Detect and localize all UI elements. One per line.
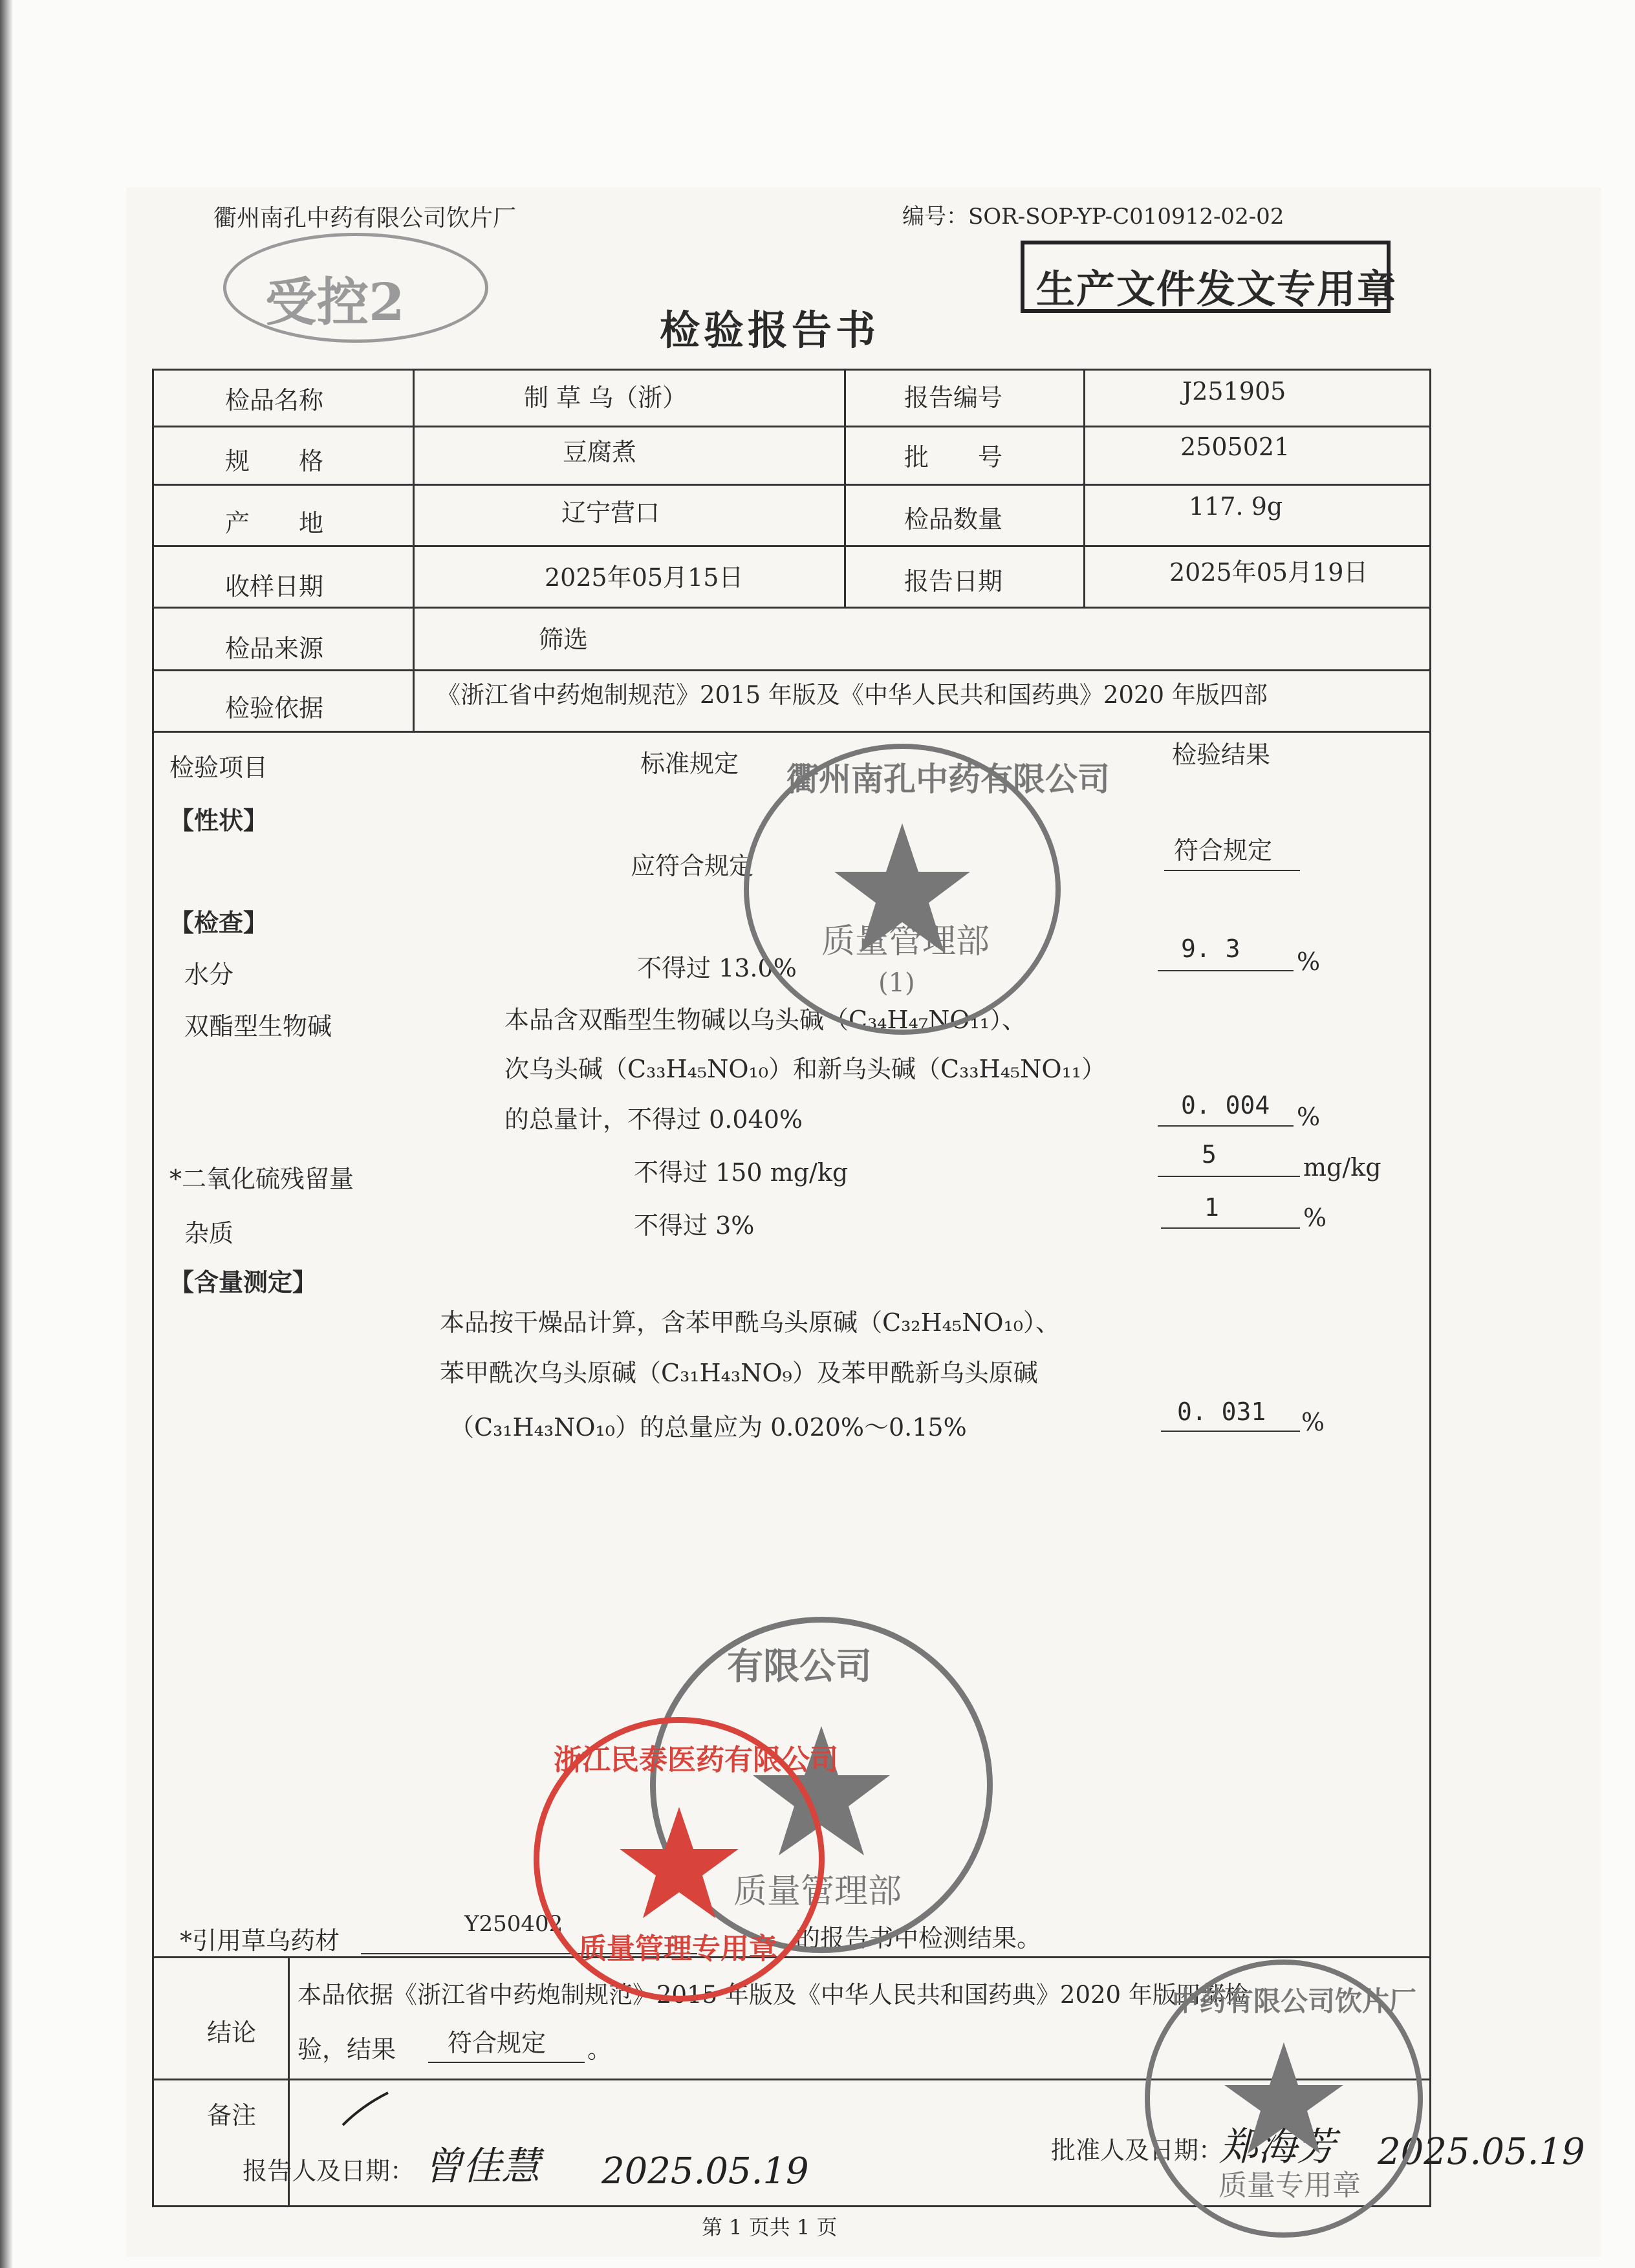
water-standard: 不得过 13.0% <box>637 954 797 982</box>
seal-sub-text: 质量专用章 <box>1218 2169 1361 2202</box>
received-label: 收样日期 <box>225 572 324 601</box>
controlled-copy-stamp <box>223 233 488 343</box>
impurity-standard: 不得过 3% <box>634 1211 755 1240</box>
remark-label: 备注 <box>207 2101 257 2130</box>
report-no: J251905 <box>1182 377 1286 405</box>
row-divider <box>152 545 1431 547</box>
result-underline <box>1164 870 1300 871</box>
row-divider <box>152 669 1431 671</box>
col-item-header: 检验项目 <box>169 753 268 782</box>
col-result-header: 检验结果 <box>1172 740 1271 769</box>
conclusion-underline <box>428 2062 585 2063</box>
water-unit: % <box>1297 947 1321 976</box>
seal-text: 衢州南孔中药有限公司 <box>786 760 1110 798</box>
water-result: 9. 3 <box>1181 934 1240 963</box>
reference-label: *引用草乌药材 <box>180 1927 340 1955</box>
report-date: 2025年05月19日 <box>1169 558 1369 587</box>
batch: 2505021 <box>1180 433 1290 461</box>
conclusion-label: 结论 <box>207 2018 257 2047</box>
alkaloid-result: 0. 004 <box>1181 1091 1270 1119</box>
column-divider <box>413 369 415 731</box>
conclusion-line-1: 本品依据《浙江省中药炮制规范》2015 年版及《中华人民共和国药典》2020 年版四部检 <box>298 1981 1248 2009</box>
quantity-label: 检品数量 <box>904 505 1003 534</box>
column-divider <box>844 369 846 607</box>
section-check: 【检查】 <box>169 909 268 937</box>
received-date: 2025年05月15日 <box>545 563 744 592</box>
seal-sub-text: 质量管理部 <box>821 922 990 961</box>
seal-star-icon <box>1224 2042 1343 2154</box>
file-stamp-text: 生产文件发文专用章 <box>1036 267 1397 312</box>
sample-name-label: 检品名称 <box>225 386 324 415</box>
section-traits: 【性状】 <box>169 806 268 835</box>
reference-tail: 的报告书中检测结果。 <box>796 1924 1042 1952</box>
alkaloid-unit: % <box>1297 1103 1321 1131</box>
scan-edge <box>0 0 13 2268</box>
water-label: 水分 <box>184 960 234 989</box>
seal-text: 中药有限公司饮片厂 <box>1172 1985 1417 2017</box>
seal-star-icon <box>620 1807 739 1918</box>
assay-standard-3: （C₃₁H₄₃NO₁₀）的总量应为 0.020%～0.15% <box>449 1413 967 1442</box>
basis-label: 检验依据 <box>225 694 324 722</box>
report-date-label: 报告日期 <box>904 567 1003 596</box>
col-standard-header: 标准规定 <box>640 750 739 778</box>
assay-unit: % <box>1301 1408 1325 1436</box>
result-underline <box>1158 1125 1294 1127</box>
table-left-border <box>152 369 154 2207</box>
reporter-date: 2025.05.19 <box>601 2150 809 2192</box>
alkaloid-standard-1: 本品含双酯型生物碱以乌头碱（C₃₄H₄₇NO₁₁）、 <box>504 1006 1027 1034</box>
file-issue-stamp <box>1021 241 1397 313</box>
conclusion-result: 符合规定 <box>448 2029 547 2057</box>
table-right-border <box>1429 369 1431 2207</box>
row-divider <box>152 426 1431 427</box>
basis: 《浙江省中药炮制规范》2015 年版及《中华人民共和国药典》2020 年版四部 <box>437 681 1268 709</box>
impurity-result: 1 <box>1204 1193 1219 1222</box>
quantity: 117. 9g <box>1189 492 1283 521</box>
so2-label: *二氧化硫残留量 <box>169 1165 354 1193</box>
result-underline <box>1161 1431 1300 1432</box>
origin-label: 产 地 <box>225 509 324 537</box>
seal-text: 有限公司 <box>727 1645 872 1688</box>
batch-label: 批 号 <box>904 443 1003 471</box>
alkaloid-standard-2: 次乌头碱（C₃₃H₄₅NO₁₀）和新乌头碱（C₃₃H₄₅NO₁₁） <box>504 1055 1107 1083</box>
row-divider <box>152 731 1431 733</box>
traits-standard: 应符合规定 <box>631 852 754 880</box>
seal-number: (1) <box>878 968 915 998</box>
assay-result: 0. 031 <box>1177 1398 1266 1426</box>
company-name: 衢州南孔中药有限公司饮片厂 <box>213 205 517 232</box>
row-divider <box>152 607 1431 609</box>
reference-batch: Y250402 <box>464 1911 563 1937</box>
sample-name: 制 草 乌（浙） <box>524 383 688 412</box>
alkaloid-label: 双酯型生物碱 <box>184 1012 332 1041</box>
source-label: 检品来源 <box>225 634 324 663</box>
result-underline <box>1158 970 1294 971</box>
approver-label: 批准人及日期： <box>1051 2136 1224 2165</box>
assay-standard-1: 本品按干燥品计算，含苯甲酰乌头原碱（C₃₂H₄₅NO₁₀）、 <box>440 1308 1061 1337</box>
source: 筛选 <box>539 625 589 654</box>
result-underline <box>1161 1227 1300 1229</box>
page-number: 第 1 页共 1 页 <box>702 2215 838 2240</box>
report-no-label: 报告编号 <box>904 383 1003 412</box>
row-divider <box>152 484 1431 486</box>
control-stamp-text: 受控2 <box>265 272 405 332</box>
assay-standard-2: 苯甲酰次乌头原碱（C₃₁H₄₃NO₉）及苯甲酰新乌头原碱 <box>440 1359 1038 1387</box>
section-assay: 【含量测定】 <box>169 1268 318 1297</box>
seal-sub-text: 质量管理专用章 <box>578 1932 777 1965</box>
seal-text: 浙江民泰医药有限公司 <box>554 1744 838 1777</box>
conclusion-line-2a: 验，结果 <box>298 2035 396 2064</box>
spec-label: 规 格 <box>225 447 324 475</box>
traits-result: 符合规定 <box>1174 836 1273 865</box>
page-title: 检验报告书 <box>660 307 880 354</box>
reporter-label: 报告人及日期： <box>243 2157 415 2185</box>
supplier-red-seal <box>534 1717 838 2002</box>
so2-standard: 不得过 150 mg/kg <box>634 1158 849 1187</box>
remark-slash-mark <box>336 2086 395 2132</box>
qa-department-seal-top <box>744 744 1110 1035</box>
approver-signature: 郑海芳 <box>1219 2124 1336 2170</box>
approver-date: 2025.05.19 <box>1378 2131 1585 2173</box>
reporter-signature: 曾佳慧 <box>424 2144 540 2189</box>
impurity-label: 杂质 <box>184 1219 234 1247</box>
document-number: 编号：SOR-SOP-YP-C010912-02-02 <box>902 204 1284 230</box>
impurity-unit: % <box>1303 1204 1327 1232</box>
origin: 辽宁营口 <box>561 499 660 527</box>
table-top-border <box>152 369 1431 371</box>
spec: 豆腐煮 <box>563 438 637 466</box>
factory-quality-seal <box>1145 1960 1423 2238</box>
so2-result: 5 <box>1202 1140 1217 1169</box>
column-divider <box>1083 369 1085 607</box>
alkaloid-standard-3: 的总量计，不得过 0.040% <box>504 1105 803 1134</box>
seal-sub-text: 质量管理部 <box>733 1872 902 1911</box>
so2-unit: mg/kg <box>1303 1153 1381 1182</box>
result-underline <box>1158 1176 1300 1177</box>
conclusion-line-2b: 。 <box>587 2035 612 2064</box>
